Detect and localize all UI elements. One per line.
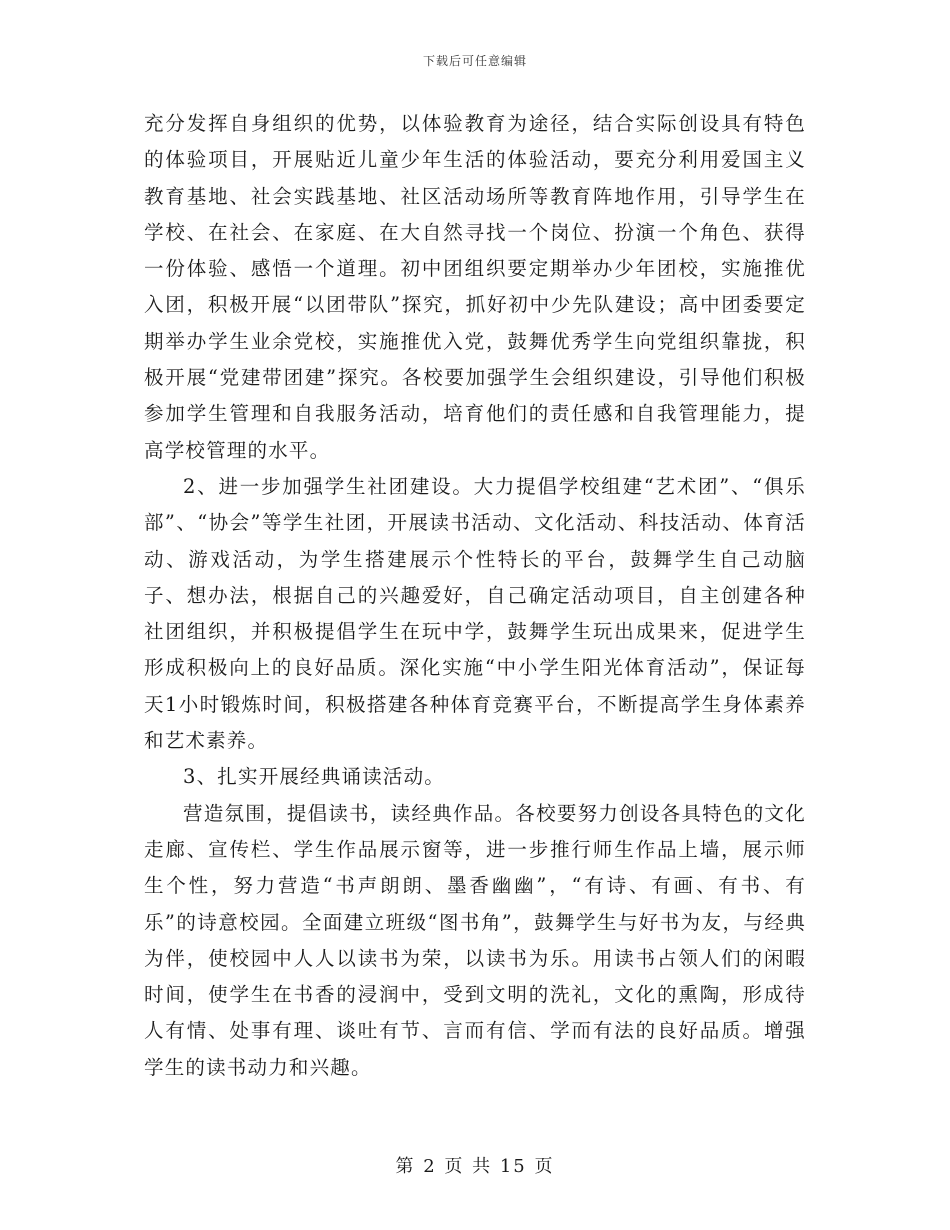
paragraph-student-clubs: 2、进一步加强学生社团建设。大力提倡学校组建“艺术团”、“俱乐部”、“协会”等学生社团，开展读书活动、文化活动、科技活动、体育活动、游戏活动，为学生搭建展示个性特长的平台，鼓舞学生自己动脑子、想办法，根据自己的兴趣爱好，自己确定活动项目，自主创建各种社团组织，并积极提倡学生在玩中学，鼓舞学生玩出成果来，促进学生形成积极向上的良好品质。深化实施“中小学生阳光体育活动”，保证每天1小时锻炼时间，积极搭建各种体育竞赛平台，不断提高学生身体素养和艺术素养。 — [144, 474, 806, 753]
paragraph-reading-atmosphere: 营造氛围，提倡读书，读经典作品。各校要努力创设各具特色的文化走廊、宣传栏、学生作品展示窗等，进一步推行师生作品上墙，展示师生个性，努力营造“书声朗朗、墨香幽幽”，“有诗、有画、有书、有乐”的诗意校园。全面建立班级“图书角”，鼓舞学生与好书为友，与经典为伴，使校园中人人以读书为荣，以读书为乐。用读书占领人们的闲暇时间，使学生在书香的浸润中，受到文明的洗礼，文化的熏陶，形成待人有情、处事有理、谈吐有节、言而有信、学而有法的良好品质。增强学生的读书动力和兴趣。 — [144, 801, 806, 1079]
paragraph-classic-reading-heading: 3、扎实开展经典诵读活动。 — [183, 765, 446, 789]
page-number: 第 2 页 共 15 页 — [395, 1156, 555, 1177]
paragraph-continuation: 充分发挥自身组织的优势，以体验教育为途径，结合实际创设具有特色的体验项目，开展贴近儿童少年生活的体验活动，要充分利用爱国主义教育基地、社会实践基地、社区活动场所等教育阵地作用，引导学生在学校、在社会、在家庭、在大自然寻找一个岗位、扮演一个角色、获得一份体验、感悟一个道理。初中团组织要定期举办少年团校，实施推优入团，积极开展“以团带队”探究，抓好初中少先队建设；高中团委要定期举办学生业余党校，实施推优入党，鼓舞优秀学生向党组织靠拢，积极开展“党建带团建”探究。各校要加强学生会组织建设，引导他们积极参加学生管理和自我服务活动，培育他们的责任感和自我管理能力，提高学校管理的水平。 — [144, 112, 806, 462]
document-body — [144, 106, 806, 1086]
page-header: 下载后可任意编辑 — [422, 54, 527, 68]
